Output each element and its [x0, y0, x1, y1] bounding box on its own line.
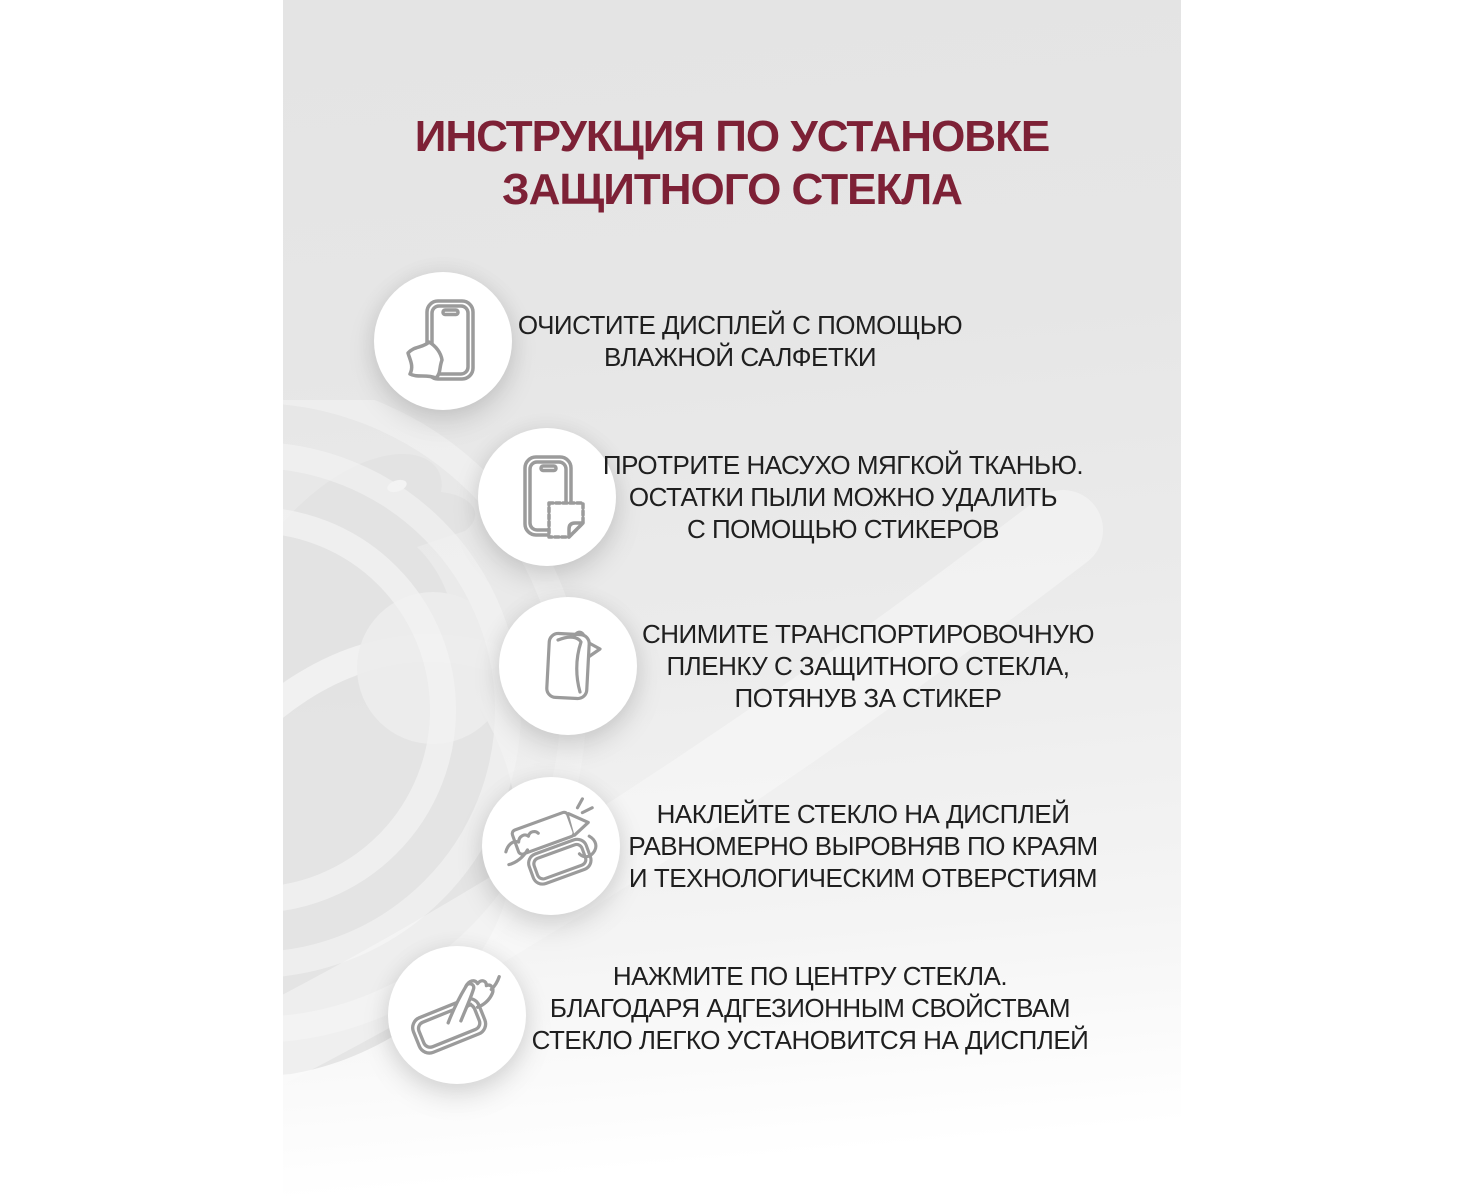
step-5-icon-circle	[388, 946, 526, 1084]
phone-wipe-icon	[395, 293, 491, 389]
step-2-text	[603, 449, 1083, 545]
phone-sticker-icon	[499, 449, 595, 545]
step-3-icon-circle	[499, 597, 637, 735]
press-center-icon	[406, 964, 508, 1066]
step-4-line-2: РАВНОМЕРНО ВЫРОВНЯВ ПО КРАЯМ	[628, 831, 1098, 861]
align-glass-icon	[500, 795, 602, 897]
poster-title	[283, 110, 1181, 216]
step-3-line-2: ПЛЕНКУ С ЗАЩИТНОГО СТЕКЛА,	[666, 651, 1070, 681]
film-peel-icon	[520, 618, 616, 714]
step-1-line-2: ВЛАЖНОЙ САЛФЕТКИ	[603, 342, 877, 372]
step-5-text	[532, 960, 1089, 1056]
step-1-line-1: ОЧИСТИТЕ ДИСПЛЕЙ С ПОМОЩЬЮ	[517, 310, 963, 340]
step-3-line-3: ПОТЯНУВ ЗА СТИКЕР	[734, 683, 1002, 713]
step-4-text	[628, 798, 1097, 894]
step-4-line-3: И ТЕХНОЛОГИЧЕСКИМ ОТВЕРСТИЯМ	[628, 863, 1098, 893]
step-5-line-1: НАЖМИТЕ ПО ЦЕНТРУ СТЕКЛА.	[612, 961, 1008, 991]
step-2-line-3: С ПОМОЩЬЮ СТИКЕРОВ	[686, 514, 1000, 544]
step-2-line-1: ПРОТРИТЕ НАСУХО МЯГКОЙ ТКАНЬЮ.	[602, 450, 1084, 480]
poster	[283, 0, 1181, 1200]
step-5-line-3: СТЕКЛО ЛЕГКО УСТАНОВИТСЯ НА ДИСПЛЕЙ	[531, 1025, 1089, 1055]
step-1-text	[518, 309, 962, 373]
step-2-icon-circle	[478, 428, 616, 566]
title-line-1: ИНСТРУКЦИЯ ПО УСТАНОВКЕ	[414, 112, 1050, 161]
step-2-line-2: ОСТАТКИ ПЫЛИ МОЖНО УДАЛИТЬ	[628, 482, 1058, 512]
step-3-line-1: СНИМИТЕ ТРАНСПОРТИРОВОЧНУЮ	[641, 619, 1095, 649]
step-4-icon-circle	[482, 777, 620, 915]
step-5-line-2: БЛАГОДАРЯ АДГЕЗИОННЫМ СВОЙСТВАМ	[549, 993, 1071, 1023]
step-1-icon-circle	[374, 272, 512, 410]
step-3-text	[642, 618, 1094, 714]
title-line-2: ЗАЩИТНОГО СТЕКЛА	[502, 165, 962, 214]
step-4-line-1: НАКЛЕЙТЕ СТЕКЛО НА ДИСПЛЕЙ	[656, 799, 1070, 829]
